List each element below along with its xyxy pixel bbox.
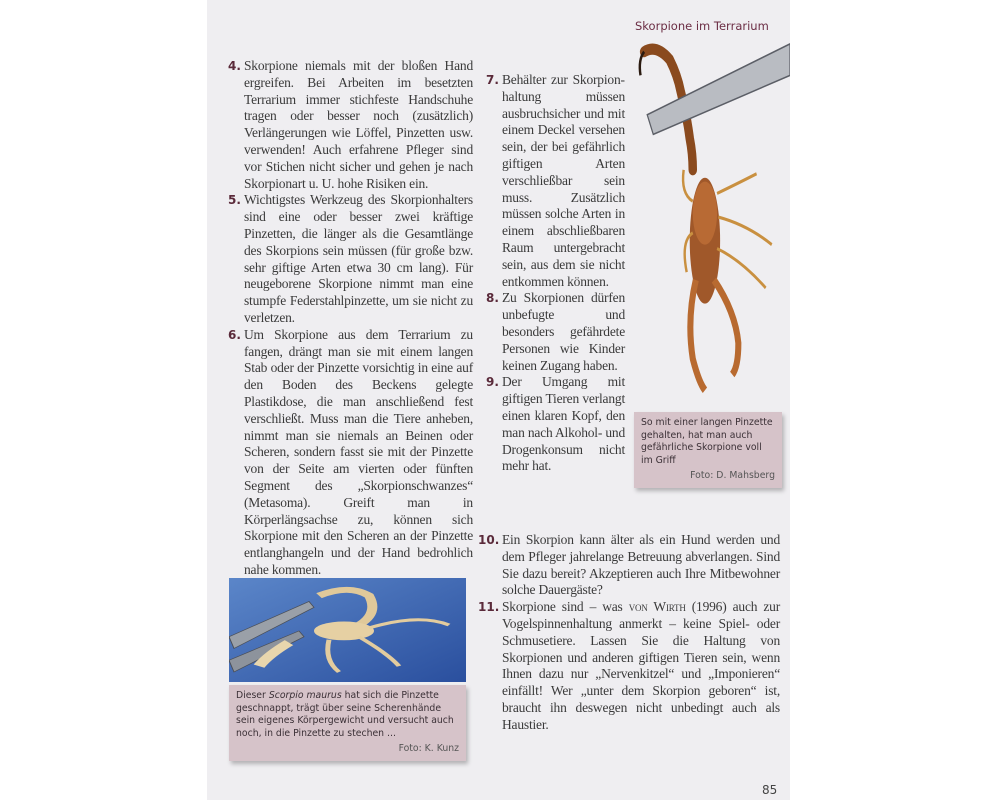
photo-caption-left [229,685,466,761]
item-number: 7. [486,73,499,87]
page-number: 85 [762,783,778,797]
item-text: Um Skorpione aus dem Terrarium zu fangen, drängt man sie mit einem langen Stab oder der Pinzette vorsichtig in eine auf den Boden des Beckens gelegte Plastikdose, die man anschließend fest verschließt. Muss man die Tiere anheben, nimmt man sie niemals an Beinen oder Scheren, sondern fasst sie mit der Pinzette von der Seite am vierten oder fünften Segment des „Skorpionschwanzes“ (Metasoma). Greift man in Körperlängsachse zu, können sich Skorpione mit den Scheren an der Pinzette entlanghangeln und der Hand bedrohlich nahe kommen. [244,326,473,577]
species-name: Scorpio maurus [268,690,342,701]
item-number: 5. [228,193,241,208]
item-number: 11. [478,600,500,615]
photo-credit: Foto: D. Mahsberg [690,470,775,481]
list-item-11 [478,599,781,733]
item-text: Skorpione sind – was [502,599,629,615]
item-text: Sind Sie dazu bereit? Akzeptieren auch Ihre Mitbewohner solche Dauergäste? [502,548,781,598]
photo-credit: Foto: K. Kunz [398,743,459,754]
caption-text: So mit einer langen Pinzette gehalten, hat man auch gefährliche Skorpione voll im Griff [641,417,773,466]
caption-text: hat sich die Pinzette geschnappt, trägt über seine Scherenhände sein eigenes Körpergewicht und versucht auch noch, in die Pinzette zu stechen ... [236,690,454,739]
left-text-column [228,58,473,579]
right-text-column-narrow [486,72,625,475]
item-number: 6. [228,327,241,342]
scorpion-tweezers-photo [632,36,790,406]
item-text: Zu Skorpionen dürfen unbefugte und besonders gefährdete Personen wie Kinder keinen Zugang haben. [502,290,625,373]
item-text: Skorpione niemals mit der bloßen Hand ergreifen. Bei Arbeiten im besetzten Terrarium immer stichfeste Handschuhe tragen oder besser noch (zusätzlich) Verlängerungen wie Löffel, Pinzetten usw. verwenden! Auch erfahrene Pfleger sind vor Stichen nicht sicher und gehen je nach Skorpionart u. U. hohe Risiken ein. [244,58,473,191]
item-text: Wichtigstes Werkzeug des Skorpionhalters sind eine oder besser zwei kräftige Pinzetten, die länger als die Gesamtlänge des Skorpions sein müssen (für große bzw. sehr giftige Arten etwa 30 cm lang). Für neugeborene Skorpione nimmt man eine stumpfe Federstahlpinzette, um sie nicht zu verletzen. [244,192,473,325]
list-item-4 [228,58,473,192]
caption-text: Dieser [236,690,269,701]
item-text: Der Umgang mit giftigen Tieren verlangt einen klaren Kopf, den man nach Alkohol- und Drogenkonsum nicht mehr hat. [502,374,625,474]
photo-caption-right [634,412,782,488]
list-item-9 [486,374,625,475]
list-item-7 [486,72,625,290]
author-name: von Wirth [628,599,686,615]
list-item-6 [228,327,473,579]
scorpio-maurus-photo [229,578,466,682]
list-item-8 [486,290,625,374]
right-text-column-wide [478,532,781,734]
item-text: Behälter zur Skorpionhaltung müssen ausbruchsicher und mit einem Deckel versehen sein, der bei gefährlich giftigen Arten verschließbar sein muss. Zusätzlich müssen solche Arten in einem abschließbaren Raum untergebracht sein, aus dem sie nicht entkommen können. [502,72,625,289]
item-number: 4. [228,59,241,73]
item-text: (1996) auch zur Vogelspinnenhaltung anmerkt – keine Spiel- oder Schmusetiere. Lassen Sie die Haltung von Skorpionen und anderen giftigen Tieren sein, wenn Ihnen dazu nur „Nervenkitzel“ und „Imponieren“ einfällt! Wer „unter dem Skorpion geboren“ ist, braucht ihn deswegen nicht unbedingt auch als Haustier. [502,599,781,732]
item-number: 10. [478,533,500,547]
running-header: Skorpione im Terrarium [635,19,769,33]
list-item-10 [478,532,781,599]
list-item-5 [228,192,473,326]
item-text: Ein Skorpion kann älter als ein Hund werden und dem Pfleger jahrelange Betreuung abverlangen. [502,532,780,564]
item-number: 8. [486,291,499,306]
item-number: 9. [486,375,499,390]
